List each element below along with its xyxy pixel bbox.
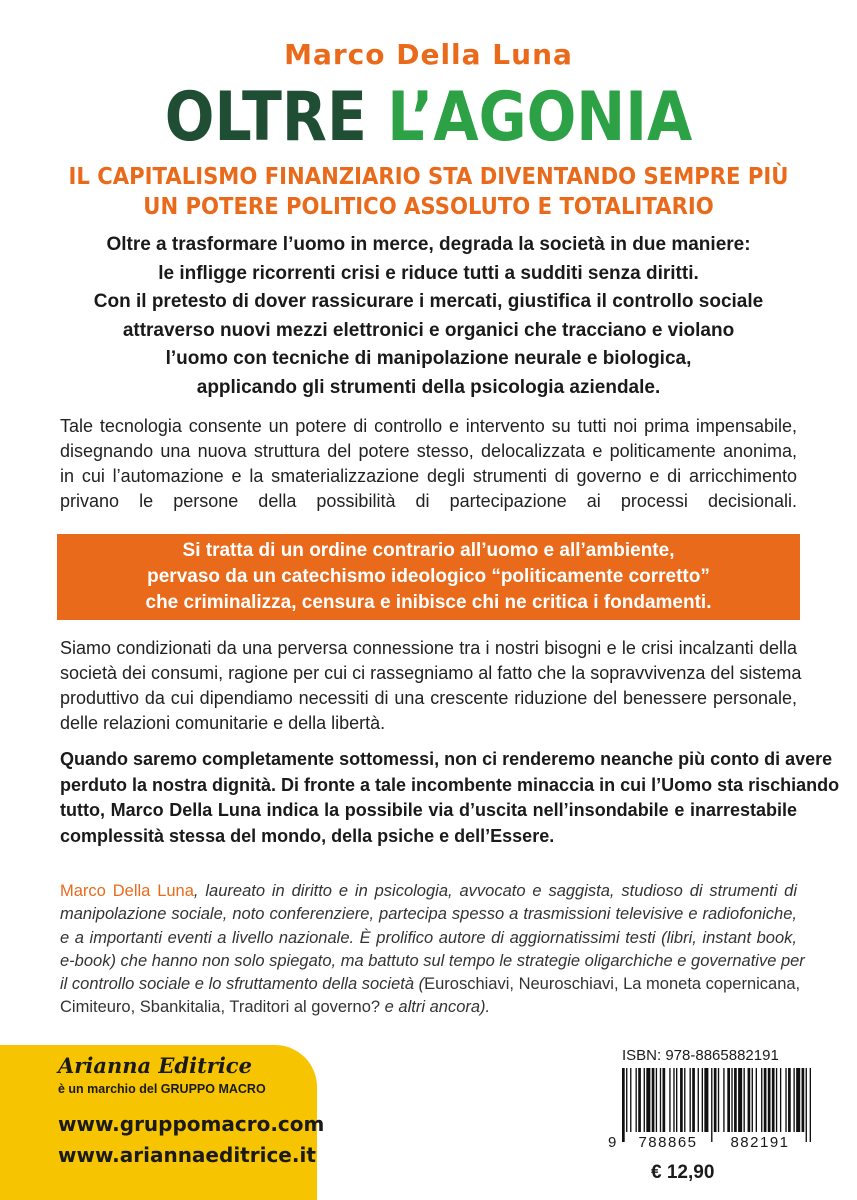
- body-paragraph-3: [60, 747, 840, 849]
- intro-line: applicando gli strumenti della psicologia aziendale.: [196, 376, 661, 398]
- paragraph-line: perduto la nostra dignità. Di fronte a tale incombente minaccia in cui l’Uomo sta rischiando: [60, 774, 840, 795]
- author-name: Marco Della Luna: [284, 38, 573, 71]
- barcode-digits-left: 788865: [638, 1134, 698, 1150]
- bio-text: il controllo sociale e lo sfruttamento della società (: [60, 975, 425, 994]
- paragraph-line: delle relazioni comunitarie e della libertà.: [60, 713, 386, 733]
- title-part-1: OLTRE: [164, 78, 367, 157]
- body-paragraph-1: [60, 414, 797, 514]
- barcode-digit-first: 9: [608, 1134, 617, 1150]
- bio-line: [60, 880, 797, 903]
- publisher-url-1[interactable]: www.gruppomacro.com: [58, 1112, 325, 1136]
- bio-line: [60, 973, 801, 996]
- paragraph-line: privano le persone della possibilità di partecipazione ai processi decisionali.: [60, 491, 797, 511]
- paragraph-line: tutto, Marco Della Luna indica la possibile via d’uscita nell’insondabile e inarrestabile: [60, 800, 797, 820]
- bio-line: e-book) che hanno non solo spiegato, ma battuto sul tempo le strategie oligarchiche e governative per: [60, 951, 805, 970]
- publisher-brand: Arianna Editrice: [58, 1053, 252, 1078]
- bio-line: manipolazione sociale, noto conferenziere, partecipa spesso a trasmissioni televisive e radiofoniche,: [60, 905, 797, 924]
- publisher-url-2[interactable]: www.ariannaeditrice.it: [58, 1143, 316, 1167]
- intro-line: le infligge ricorrenti crisi e riduce tutti a sudditi senza diritti.: [158, 262, 699, 284]
- title-part-2: L’AGONIA: [387, 78, 693, 157]
- intro-line: Con il pretesto di dover rassicurare i mercati, giustifica il controllo sociale: [93, 291, 764, 313]
- paragraph-line: produttivo da cui dipendiamo necessiti di una crescente riduzione del benessere personale,: [60, 688, 797, 708]
- highlight-line: che criminalizza, censura e inibisce chi ne critica i fondamenti.: [145, 592, 712, 613]
- paragraph-line: società dei consumi, ragione per cui ci rassegniamo al fatto che la sopravvivenza del sistema: [60, 663, 802, 683]
- paragraph-line: Quando saremo completamente sottomessi, non ci renderemo neanche più conto di avere: [60, 749, 833, 769]
- bio-author-name: Marco Della Luna: [60, 882, 194, 900]
- highlight-line: pervaso da un catechismo ideologico “politicamente corretto”: [147, 566, 710, 587]
- body-paragraph-2: [60, 636, 802, 736]
- barcode-bars: [622, 1068, 811, 1142]
- bio-text: e altri ancora).: [380, 998, 491, 1017]
- bio-book-titles: Cimiteuro, Sbankitalia, Traditori al governo?: [60, 998, 381, 1017]
- barcode-digits-right: 882191: [730, 1134, 790, 1150]
- book-title: [60, 78, 797, 158]
- paragraph-line: disegnando una nuova struttura del potere stesso, delocalizzata e politicamente anonima,: [60, 441, 797, 461]
- isbn-label: ISBN: 978-8865882191: [622, 1047, 779, 1064]
- subtitle: [34, 162, 822, 222]
- highlight-line: Si tratta di un ordine contrario all’uomo e all’ambiente,: [182, 540, 675, 561]
- author-bio: [60, 880, 805, 1020]
- price: € 12,90: [651, 1162, 715, 1183]
- paragraph-line: complessità stessa del mondo, della psiche e dell’Essere.: [60, 825, 555, 846]
- intro-line: Oltre a trasformare l’uomo in merce, degrada la società in due maniere:: [106, 234, 751, 255]
- subtitle-line: IL CAPITALISMO FINANZIARIO STA DIVENTANDO SEMPRE PIÙ: [68, 164, 789, 190]
- bio-text: , laureato in diritto e in psicologia, avvocato e saggista, studioso di strumenti di: [193, 882, 797, 900]
- intro-paragraph: [20, 231, 837, 403]
- intro-line: l’uomo con tecniche di manipolazione neurale e biologica,: [165, 348, 692, 370]
- paragraph-line: Siamo condizionati da una perversa connessione tra i nostri bisogni e le crisi incalzanti della: [60, 638, 797, 658]
- highlight-box: [57, 534, 800, 620]
- bio-line: [60, 996, 797, 1019]
- bio-line: e a importanti eventi a livello nazionale. È prolifico autore di aggiornatissimi testi (libri, instant book,: [60, 928, 797, 947]
- intro-line: attraverso nuovi mezzi elettronici e organici che tracciano e violano: [122, 319, 735, 341]
- publisher-tagline: è un marchio del GRUPPO MACRO: [58, 1082, 266, 1096]
- paragraph-line: Tale tecnologia consente un potere di controllo e intervento su tutti noi prima impensabile,: [60, 416, 797, 436]
- subtitle-line: UN POTERE POLITICO ASSOLUTO E TOTALITARIO: [143, 194, 714, 220]
- barcode: [608, 1068, 813, 1150]
- bio-book-titles: Euroschiavi, Neuroschiavi, La moneta copernicana,: [424, 975, 801, 994]
- paragraph-line: in cui l’automazione e la smaterializzazione degli strumenti di governo e di arricchimento: [60, 466, 797, 486]
